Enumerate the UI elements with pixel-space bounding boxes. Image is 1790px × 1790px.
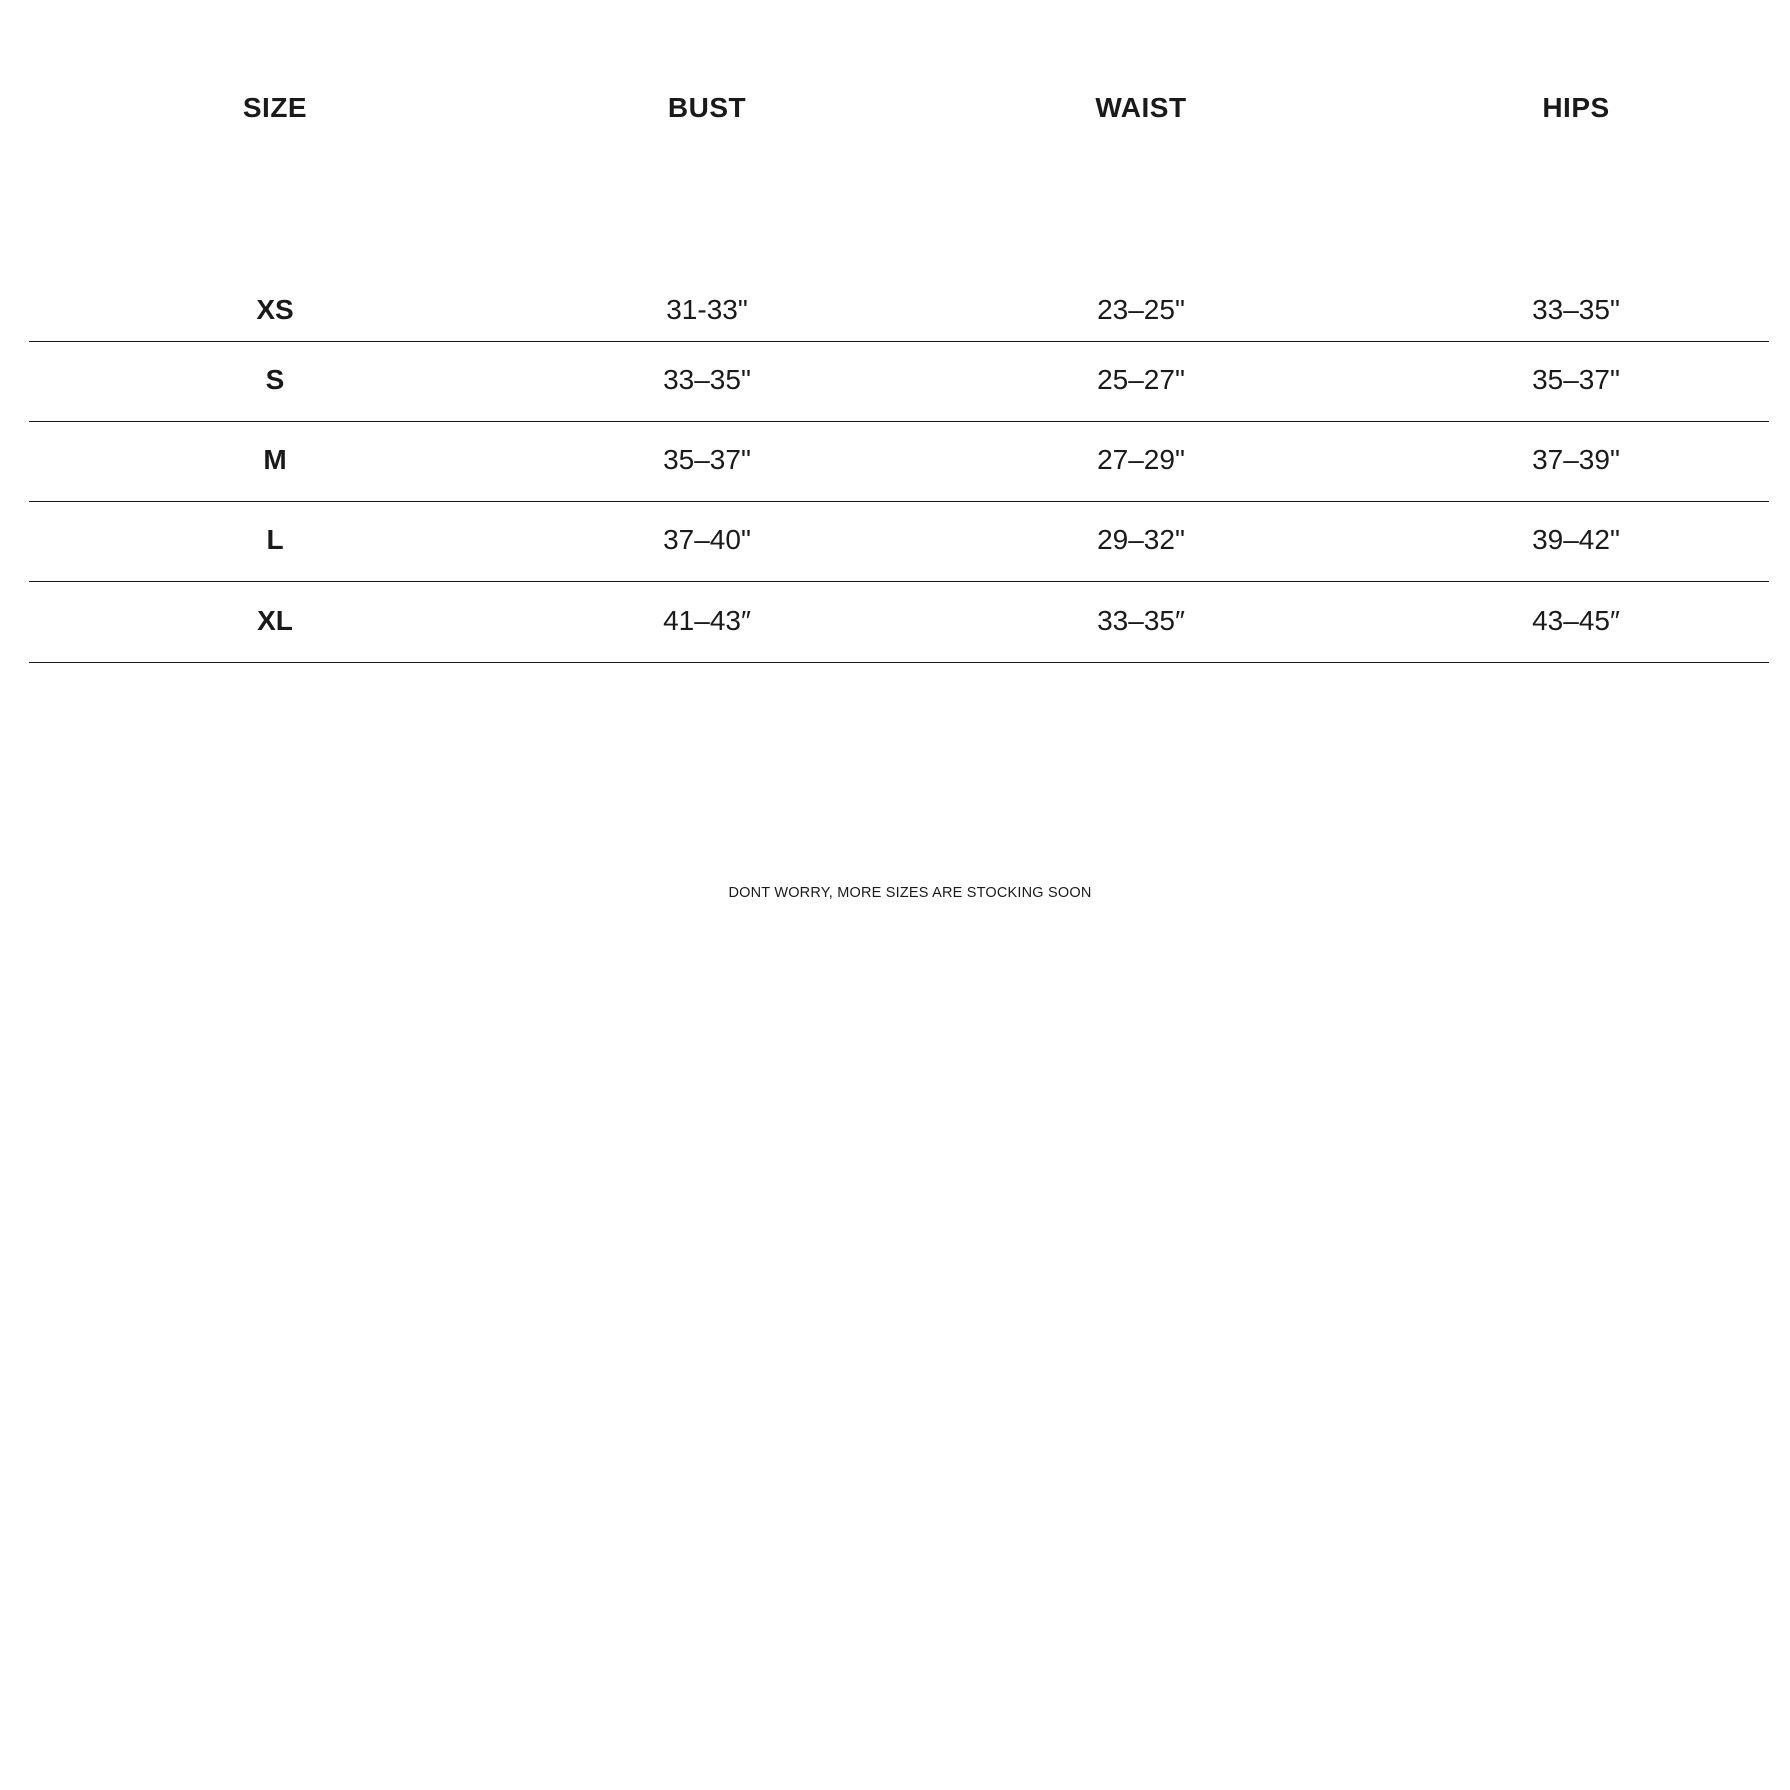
waist-value: 27–29" bbox=[1097, 444, 1185, 475]
size-label: XL bbox=[257, 605, 293, 636]
hips-value: 37–39" bbox=[1532, 444, 1620, 475]
header-hips: HIPS bbox=[1542, 92, 1610, 123]
table-row bbox=[29, 261, 1769, 342]
hips-value: 39–42" bbox=[1532, 524, 1620, 555]
table-row bbox=[29, 421, 1769, 502]
table-row bbox=[29, 341, 1769, 422]
size-label: M bbox=[263, 444, 287, 475]
waist-value: 29–32" bbox=[1097, 524, 1185, 555]
table-row bbox=[29, 501, 1769, 582]
size-label: XS bbox=[256, 294, 294, 325]
bust-value: 41–43″ bbox=[663, 605, 751, 636]
footer-note: DONT WORRY, MORE SIZES ARE STOCKING SOON bbox=[728, 885, 1092, 901]
bust-value: 35–37" bbox=[663, 444, 751, 475]
hips-value: 33–35" bbox=[1532, 294, 1620, 325]
size-label: S bbox=[265, 364, 285, 395]
table-row bbox=[29, 582, 1769, 663]
waist-value: 23–25" bbox=[1097, 294, 1185, 325]
waist-value: 33–35″ bbox=[1097, 605, 1185, 636]
hips-value: 43–45″ bbox=[1532, 605, 1620, 636]
waist-value: 25–27" bbox=[1097, 364, 1185, 395]
header-waist: WAIST bbox=[1095, 92, 1187, 123]
size-label: L bbox=[266, 524, 284, 555]
header-bust: BUST bbox=[667, 92, 747, 123]
table-header-row bbox=[29, 90, 1769, 126]
bust-value: 37–40" bbox=[663, 524, 751, 555]
bust-value: 31-33" bbox=[666, 294, 748, 325]
header-size: SIZE bbox=[242, 92, 308, 123]
hips-value: 35–37" bbox=[1532, 364, 1620, 395]
bust-value: 33–35" bbox=[663, 364, 751, 395]
